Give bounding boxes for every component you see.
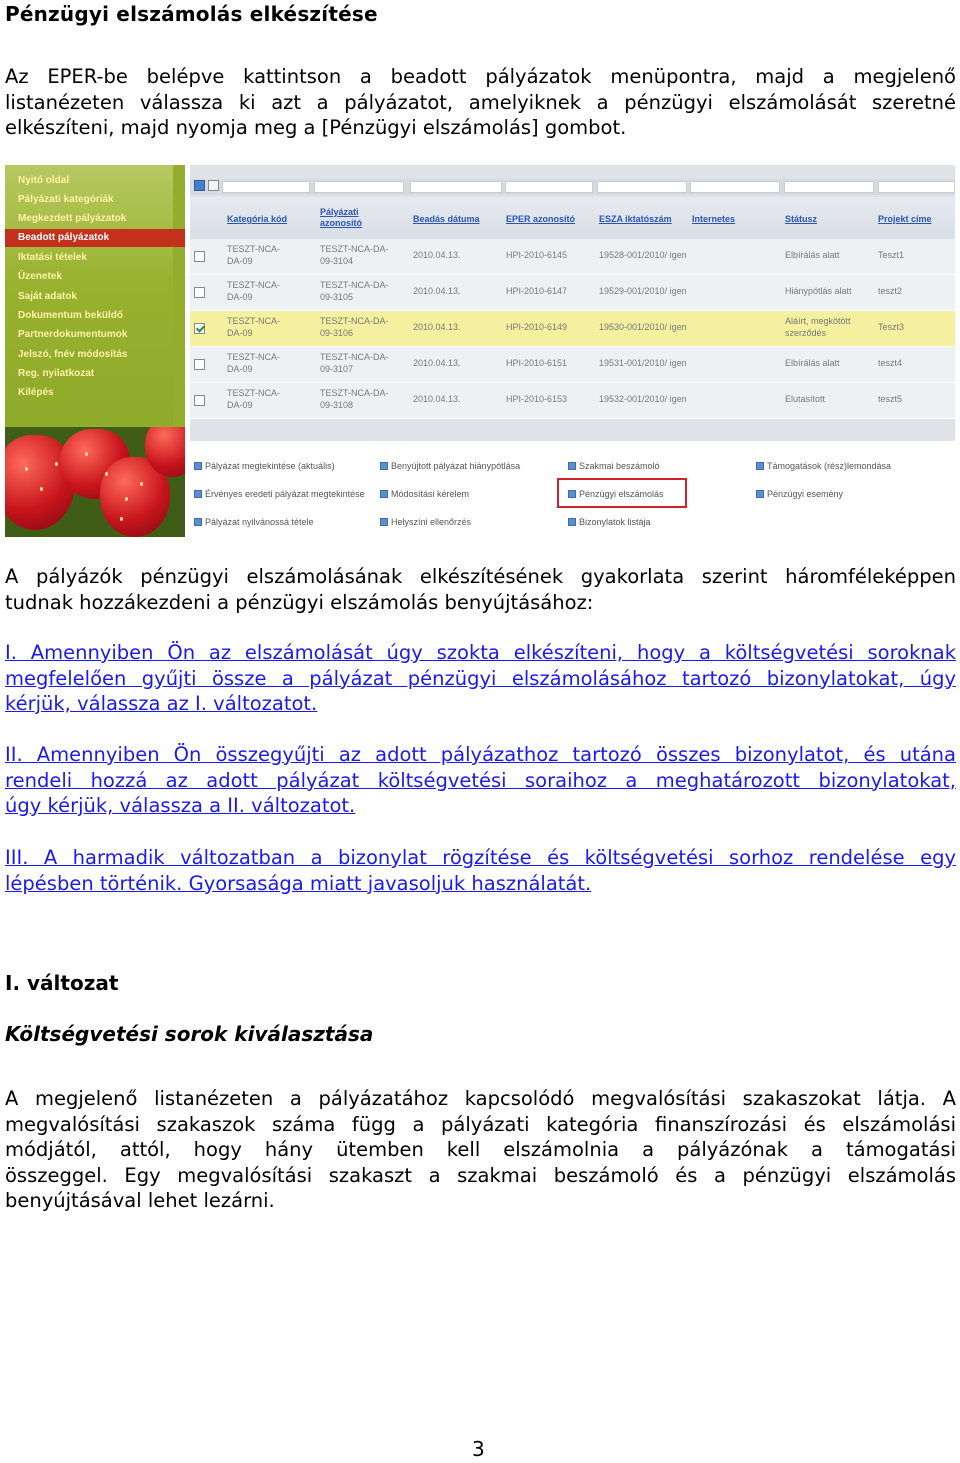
- table-header: [190, 197, 955, 239]
- table-cell-id: TESZT-NCA-DA-09-3107: [320, 352, 389, 374]
- action-panel: [190, 445, 955, 537]
- menu-item-jelszo[interactable]: Jelszó, fnév módosítás: [18, 349, 128, 360]
- table-cell-title: teszt4: [878, 358, 903, 368]
- column-header[interactable]: EPER azonosító: [506, 214, 576, 224]
- esza-value: 19528-001/2010/: [599, 250, 668, 260]
- table-cell-date: 2010.04.13.: [413, 286, 461, 296]
- table-cell-title: Teszt3: [878, 322, 905, 332]
- option-2-link[interactable]: [5, 742, 956, 819]
- table-cell-id: TESZT-NCA-DA-09-3105: [320, 280, 389, 302]
- menu-item-reg[interactable]: Reg. nyilatkozat: [18, 368, 95, 379]
- esza-value: 19531-001/2010/: [599, 358, 668, 368]
- document-icon: [380, 462, 388, 470]
- table-row[interactable]: [190, 311, 955, 347]
- table-cell-title: teszt5: [878, 394, 903, 404]
- document-icon: [380, 490, 388, 498]
- strawberry-image: [5, 427, 185, 537]
- table-cell-id: TESZT-NCA-DA-09-3106: [320, 316, 389, 338]
- action-link[interactable]: Helyszíni ellenőrzés: [380, 517, 471, 527]
- text-line: elkészíteni, majd nyomja meg a [Pénzügyi elszámolás] gombot.: [5, 116, 627, 139]
- text-line: A pályázók pénzügyi elszámolásának elkészítésének gyakorlata szerint háromféleképpen: [5, 565, 956, 588]
- action-link[interactable]: Érvényes eredeti pályázat megtekintése: [194, 489, 365, 499]
- table-cell-date: 2010.04.13.: [413, 394, 461, 404]
- text-line: kérjük, válassza az I. változatot.: [5, 692, 318, 715]
- table-cell-id: TESZT-NCA-DA-09-3104: [320, 244, 389, 266]
- text-line: listanézeten válassza ki azt a pályázatot, amelyiknek a pénzügyi elszámolását szeretné: [5, 90, 956, 114]
- table-cell-date: 2010.04.13.: [413, 358, 461, 368]
- table-cell-eper: HPI-2010-6147: [506, 286, 568, 296]
- row-checkbox[interactable]: [194, 287, 205, 298]
- table-cell-title: teszt2: [878, 286, 903, 296]
- text-line: összeggel. Egy megvalósítási szakaszt a szakmai beszámoló és a pénzügyi elszámolás: [5, 1163, 956, 1187]
- table-row[interactable]: [190, 347, 955, 383]
- table-cell-status: Hiánypótlás alatt: [785, 286, 852, 296]
- menu-item-label: Beadott pályázatok: [18, 232, 110, 243]
- table-cell-date: 2010.04.13.: [413, 250, 461, 260]
- table-cell-category: TESZT-NCA-DA-09: [227, 316, 280, 338]
- action-link[interactable]: Benyújtott pályázat hiánypótlása: [380, 461, 520, 471]
- table-row[interactable]: [190, 383, 955, 419]
- action-link[interactable]: Szakmai beszámoló: [568, 461, 660, 471]
- menu-item-uzenetek[interactable]: Üzenetek: [18, 271, 62, 282]
- option-1-link[interactable]: [5, 640, 956, 717]
- page-title: Pénzügyi elszámolás elkészítése: [5, 2, 378, 26]
- text-line: megvalósítási szakaszok száma függ a pályázati kategória finanszírozási és elszámolási: [5, 1112, 956, 1136]
- menu-item-megkezdett[interactable]: Megkezdett pályázatok: [18, 213, 127, 224]
- column-header[interactable]: ESZA iktatószám: [599, 214, 672, 224]
- text-line: benyújtásával lehet lezárni.: [5, 1189, 275, 1212]
- document-icon: [756, 490, 764, 498]
- table-cell-eper: HPI-2010-6153: [506, 394, 568, 404]
- internet-value: igen: [669, 250, 687, 260]
- refresh-icon[interactable]: [194, 180, 205, 191]
- table-cell-eper: HPI-2010-6145: [506, 250, 568, 260]
- document-icon: [194, 462, 202, 470]
- intro-paragraph: [5, 64, 956, 141]
- action-link[interactable]: Pályázat megtekintése (aktuális): [194, 461, 335, 471]
- table-toolbar: [190, 179, 955, 195]
- menu-item-nyito[interactable]: Nyitó oldal: [18, 175, 70, 186]
- menu-item-kilepes[interactable]: Kilépés: [18, 387, 54, 398]
- document-icon: [194, 518, 202, 526]
- side-menu: [5, 165, 185, 537]
- row-checkbox[interactable]: [194, 323, 205, 334]
- esza-value: 19529-001/2010/: [599, 286, 668, 296]
- action-link[interactable]: Bizonylatok listája: [568, 517, 651, 527]
- internet-value: igen: [669, 286, 687, 296]
- row-checkbox[interactable]: [194, 395, 205, 406]
- table-cell-status: Aláírt, megkötött szerződés: [785, 316, 851, 338]
- table-cell-date: 2010.04.13.: [413, 322, 461, 332]
- menu-item-sajat-adatok[interactable]: Saját adatok: [18, 291, 77, 302]
- section-title: I. változat: [5, 971, 119, 995]
- text-line: A megjelenő listanézeten a pályázatához kapcsolódó megvalósítási szakaszokat látja. A: [5, 1087, 956, 1110]
- column-header[interactable]: Internetes: [692, 214, 736, 224]
- internet-value: igen: [669, 322, 687, 332]
- row-checkbox[interactable]: [194, 251, 205, 262]
- document-icon: [380, 518, 388, 526]
- table-cell-category: TESZT-NCA-DA-09: [227, 244, 280, 266]
- document-icon: [756, 462, 764, 470]
- text-line: úgy kérjük, válassza a II. változatot.: [5, 794, 356, 817]
- menu-item-kategoriak[interactable]: Pályázati kategóriák: [18, 194, 114, 205]
- table-row[interactable]: [190, 275, 955, 311]
- esza-value: 19532-001/2010/: [599, 394, 668, 404]
- document-icon: [194, 490, 202, 498]
- data-table: [190, 165, 955, 441]
- column-header[interactable]: Pályázati azonosító: [320, 207, 362, 228]
- column-header[interactable]: Beadás dátuma: [413, 214, 480, 224]
- table-cell-esza: [599, 249, 687, 261]
- text-line: módjától, attól, hogy hány ütemben kell elszámolnia a pályázónak a támogatási: [5, 1138, 956, 1161]
- menu-item-dokumentum[interactable]: Dokumentum beküldő: [18, 310, 124, 321]
- table-cell-category: TESZT-NCA-DA-09: [227, 280, 280, 302]
- page-number: 3: [472, 1437, 485, 1461]
- highlight-box: [557, 478, 687, 508]
- paragraph-methods: [5, 564, 956, 615]
- menu-item-beadott[interactable]: [5, 229, 185, 247]
- menu-item-partnerdok[interactable]: Partnerdokumentumok: [18, 329, 128, 340]
- table-cell-category: TESZT-NCA-DA-09: [227, 352, 280, 374]
- table-cell-eper: HPI-2010-6149: [506, 322, 568, 332]
- text-line: megfelelően gyűjti össze a pályázat pénzügyi elszámolásához tartozó bizonylatokat, úgy: [5, 666, 956, 690]
- action-link[interactable]: Pénzügyi esemény: [756, 489, 843, 499]
- eper-screenshot: [5, 165, 955, 537]
- action-link[interactable]: Pályázat nyilvánossá tétele: [194, 517, 314, 527]
- column-header[interactable]: Státusz: [785, 214, 818, 224]
- document-icon: [568, 462, 576, 470]
- text-line: rendeli hozzá az adott pályázat költségvetési soraihoz a meghatározott bizonylatokat,: [5, 768, 956, 792]
- internet-value: igen: [669, 394, 687, 404]
- table-cell-status: Elbírálás alatt: [785, 250, 840, 260]
- table-cell-esza: [599, 393, 687, 405]
- text-line: II. Amennyiben Ön összegyűjti az adott pályázathoz tartozó összes bizonylatot, és utána: [5, 743, 956, 766]
- action-link[interactable]: Támogatások (rész)lemondása: [756, 461, 891, 471]
- text-line: tudnak hozzákezdeni a pénzügyi elszámolás benyújtásához:: [5, 590, 594, 614]
- penzugyi-elszamolas-button[interactable]: Pénzügyi elszámolás: [568, 489, 664, 499]
- export-icon[interactable]: [208, 180, 219, 191]
- row-checkbox[interactable]: [194, 359, 205, 370]
- table-cell-esza: [599, 357, 687, 369]
- table-cell-status: Elutasított: [785, 394, 826, 404]
- action-link[interactable]: Módosítási kérelem: [380, 489, 469, 499]
- table-cell-status: Elbírálás alatt: [785, 358, 840, 368]
- column-header[interactable]: Projekt címe: [878, 214, 932, 224]
- esza-value: 19530-001/2010/: [599, 322, 668, 332]
- internet-value: igen: [669, 358, 687, 368]
- text-line: III. A harmadik változatban a bizonylat rögzítése és költségvetési sorhoz rendelése egy: [5, 846, 956, 869]
- table-cell-esza: [599, 285, 687, 297]
- text-line: lépésben történik. Gyorsasága miatt javasoljuk használatát.: [5, 871, 592, 895]
- table-cell-id: TESZT-NCA-DA-09-3108: [320, 388, 389, 410]
- table-row[interactable]: [190, 239, 955, 275]
- table-cell-eper: HPI-2010-6151: [506, 358, 568, 368]
- table-cell-esza: [599, 321, 687, 333]
- menu-item-iktatasi[interactable]: Iktatási tételek: [18, 252, 87, 263]
- text-line: I. Amennyiben Ön az elszámolását úgy szokta elkészíteni, hogy a költségvetési soroknak: [5, 641, 956, 664]
- table-cell-title: Teszt1: [878, 250, 905, 260]
- text-line: Az EPER-be belépve kattintson a beadott pályázatok menüpontra, majd a megjelenő: [5, 65, 956, 88]
- subsection-title: Költségvetési sorok kiválasztása: [5, 1022, 374, 1046]
- document-icon: [568, 518, 576, 526]
- active-arrow-icon: [177, 229, 185, 247]
- table-cell-category: TESZT-NCA-DA-09: [227, 388, 280, 410]
- paragraph-phases: [5, 1086, 956, 1214]
- option-3-link[interactable]: [5, 845, 956, 896]
- column-header[interactable]: Kategória kód: [227, 214, 288, 224]
